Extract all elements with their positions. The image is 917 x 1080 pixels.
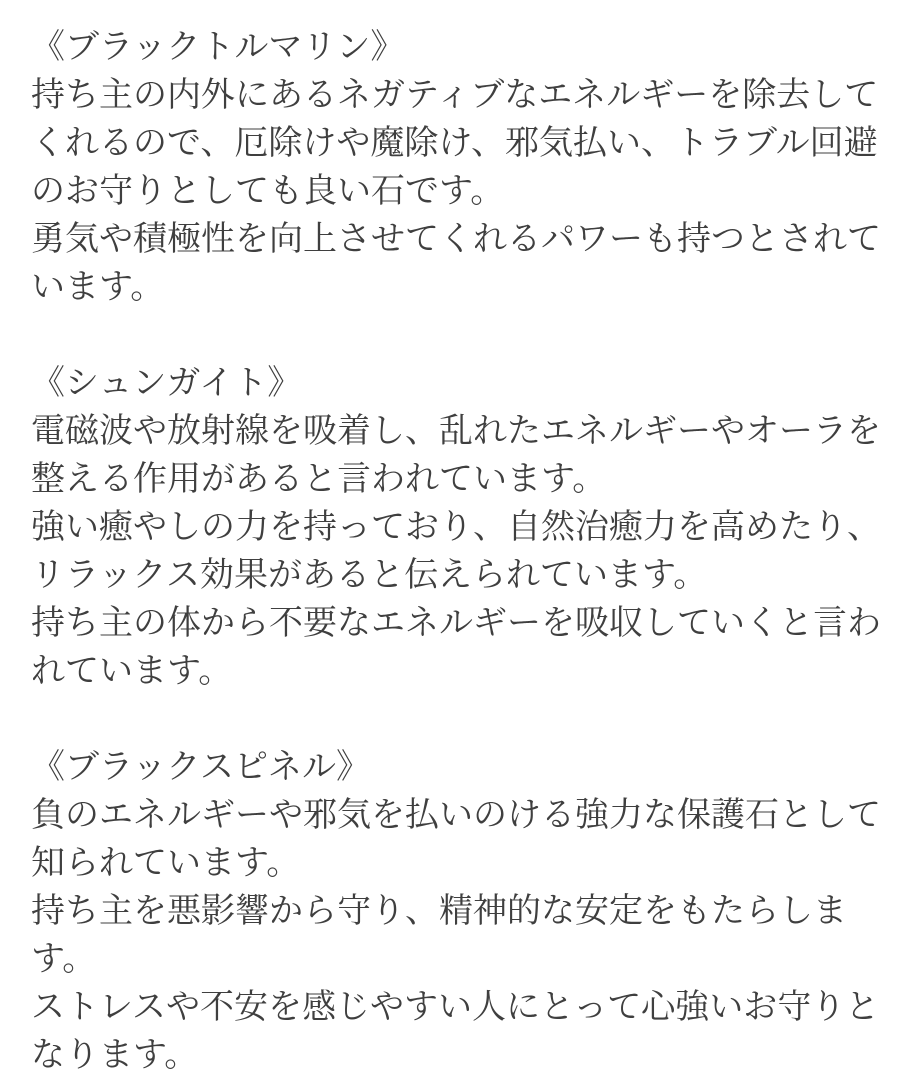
- text-line: 持ち主の体から不要なエネルギーを吸収していくと言わ: [31, 604, 881, 642]
- section-title: 《シュンガイト》: [31, 364, 302, 402]
- section-black-spinel: [31, 743, 887, 1079]
- text-line: 持ち主の内外にあるネガティブなエネルギーを除去して: [31, 76, 879, 114]
- text-line: のお守りとしても良い石です。: [31, 172, 505, 210]
- section-black-tourmaline: [31, 23, 887, 311]
- text-line: くれるので、厄除けや魔除け、邪気払い、トラブル回避: [31, 124, 878, 162]
- text-line: います。: [31, 268, 165, 306]
- text-line: なります。: [31, 1036, 199, 1074]
- text-line: リラックス効果があると伝えられています。: [31, 556, 708, 594]
- text-line: 負のエネルギーや邪気を払いのける強力な保護石として: [31, 796, 881, 834]
- text-line: 電磁波や放射線を吸着し、乱れたエネルギーやオーラを: [31, 412, 881, 450]
- section-title: 《ブラックスピネル》: [31, 748, 370, 786]
- section-title: 《ブラックトルマリン》: [31, 28, 405, 66]
- text-line: 勇気や積極性を向上させてくれるパワーも持つとされて: [31, 220, 881, 258]
- text-line: す。: [31, 940, 97, 978]
- text-line: 強い癒やしの力を持っており、自然治癒力を高めたり、: [31, 508, 881, 546]
- text-line: れています。: [31, 652, 233, 690]
- section-shungite: [31, 359, 887, 695]
- text-line: ストレスや不安を感じやすい人にとって心強いお守りと: [31, 988, 880, 1026]
- text-line: 持ち主を悪影響から守り、精神的な安定をもたらしま: [31, 892, 847, 930]
- text-line: 整える作用があると言われています。: [31, 460, 607, 498]
- text-line: 知られています。: [31, 844, 301, 882]
